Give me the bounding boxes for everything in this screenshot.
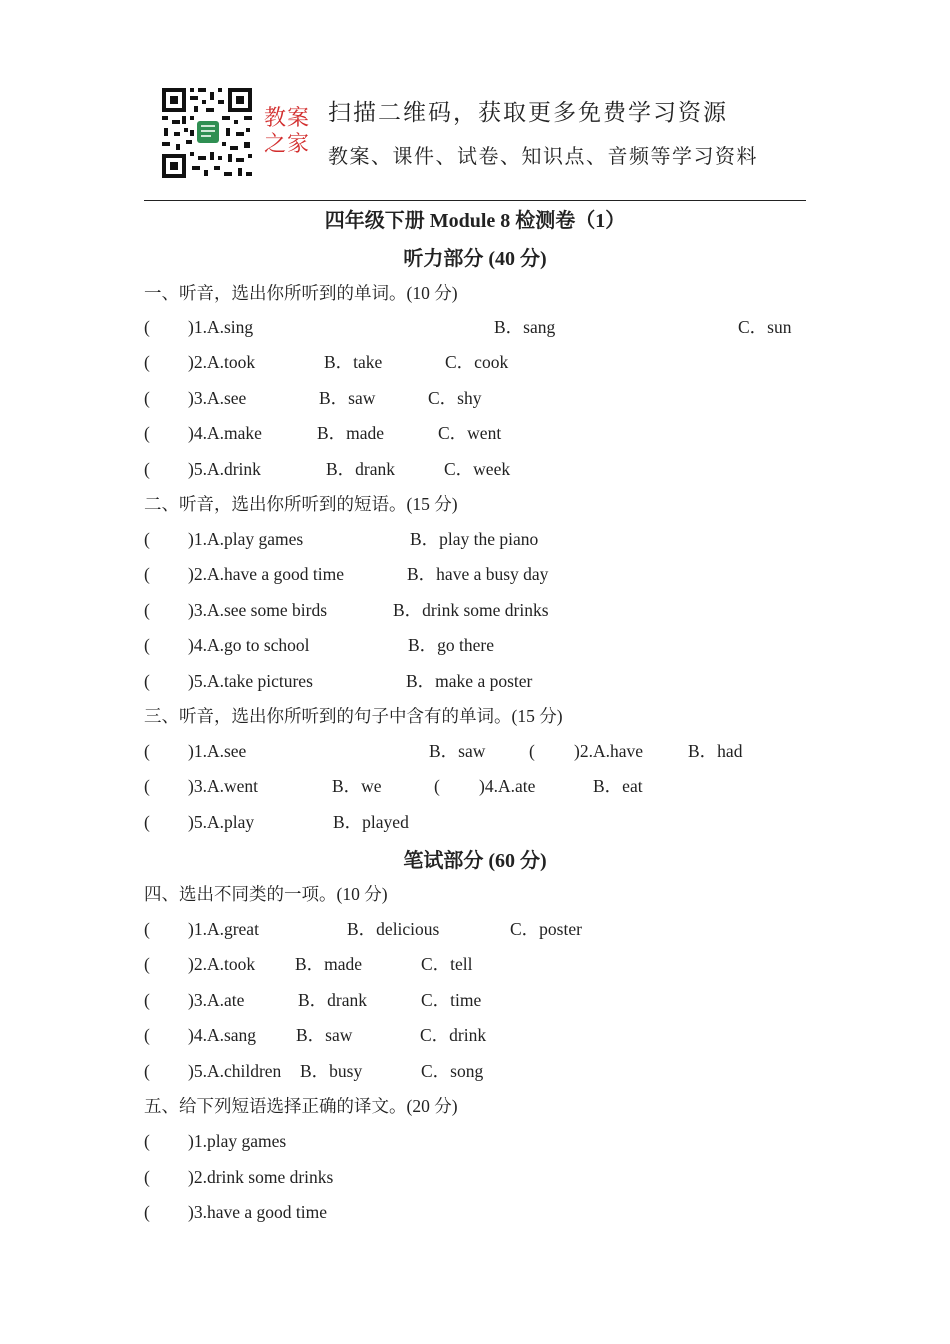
question-row (0, 456, 950, 482)
answer-bracket: ( (144, 812, 150, 832)
answer-bracket: ( (144, 600, 150, 620)
section-heading: 三、听音，选出你所听到的句子中含有的单词。(15 分) (144, 706, 563, 726)
question-row (0, 1164, 950, 1190)
option-b: B．made (317, 423, 385, 443)
question-text: )3.A.see (188, 388, 247, 408)
question-text: )4.A.go to school (188, 635, 310, 655)
qr-code-icon (160, 86, 254, 180)
answer-bracket: ( (434, 776, 440, 796)
answer-bracket: ( (144, 1167, 150, 1187)
question-row (0, 561, 950, 587)
question-row (0, 526, 950, 552)
question-text: )1.play games (188, 1131, 287, 1151)
option-c: C．shy (428, 388, 482, 408)
question-text: )4.A.make (188, 423, 262, 443)
question-row (0, 1128, 950, 1154)
question-text: )1.A.great (188, 919, 259, 939)
question-text: )5.A.play (188, 812, 255, 832)
question-row (0, 632, 950, 658)
question-row (0, 1058, 950, 1084)
question-text: )4.A.ate (479, 776, 536, 796)
option-b: B．have a busy day (407, 564, 549, 584)
question-text: )1.A.sing (188, 317, 254, 337)
section-heading: 一、听音，选出你所听到的单词。(10 分) (144, 283, 458, 303)
header-divider (144, 200, 806, 201)
option-c: C．week (444, 459, 511, 479)
option-b: B．drank (298, 990, 368, 1010)
question-text: )3.A.went (188, 776, 258, 796)
question-text: )3.A.see some birds (188, 600, 328, 620)
banner-slogan-1: 扫描二维码，获取更多免费学习资源 (328, 100, 728, 126)
question-text: )2.A.have a good time (188, 564, 344, 584)
page-title: 四年级下册 Module 8 检测卷（1） (324, 210, 626, 232)
writing-part-heading: 笔试部分 (60 分) (403, 850, 547, 872)
answer-bracket: ( (144, 564, 150, 584)
answer-bracket: ( (144, 954, 150, 974)
brand-logo-text: 教案 之家 (264, 106, 311, 157)
question-row (0, 597, 950, 623)
answer-bracket: ( (144, 388, 150, 408)
option-b: B．drank (326, 459, 396, 479)
answer-bracket: ( (144, 919, 150, 939)
option-b: B．eat (593, 776, 643, 796)
answer-bracket: ( (144, 423, 150, 443)
question-row (0, 916, 950, 942)
answer-bracket: ( (144, 1131, 150, 1151)
question-text: )5.A.drink (188, 459, 261, 479)
option-c: C．sun (738, 317, 792, 337)
answer-bracket: ( (144, 671, 150, 691)
question-text: )3.A.ate (188, 990, 245, 1010)
question-text: )5.A.children (188, 1061, 282, 1081)
question-row (0, 987, 950, 1013)
question-row (0, 809, 950, 835)
answer-bracket: ( (144, 776, 150, 796)
question-row (0, 1199, 950, 1225)
answer-bracket: ( (144, 459, 150, 479)
banner-slogan-2: 教案、课件、试卷、知识点、音频等学习资料 (328, 144, 758, 168)
option-c: C．time (421, 990, 482, 1010)
question-text: )3.have a good time (188, 1202, 327, 1222)
section-heading: 二、听音，选出你所听到的短语。(15 分) (144, 494, 458, 514)
question-row (0, 349, 950, 375)
option-b: B．play the piano (410, 529, 539, 549)
question-text: )2.A.took (188, 954, 256, 974)
option-b: B．delicious (347, 919, 440, 939)
question-row (0, 773, 950, 799)
section-heading: 五、给下列短语选择正确的译文。(20 分) (144, 1096, 458, 1116)
option-b: B．played (333, 812, 409, 832)
option-c: C．poster (510, 919, 582, 939)
answer-bracket: ( (529, 741, 535, 761)
option-b: B．make a poster (406, 671, 533, 691)
question-row (0, 738, 950, 764)
section-heading: 四、选出不同类的一项。(10 分) (144, 884, 388, 904)
question-text: )1.A.play games (188, 529, 304, 549)
option-b: B．saw (296, 1025, 353, 1045)
question-text: )5.A.take pictures (188, 671, 313, 691)
answer-bracket: ( (144, 1061, 150, 1081)
question-row (0, 385, 950, 411)
question-text: )1.A.see (188, 741, 247, 761)
option-b: B．had (688, 741, 743, 761)
answer-bracket: ( (144, 635, 150, 655)
option-b: B．take (324, 352, 383, 372)
option-b: B．made (295, 954, 363, 974)
option-b: B．go there (408, 635, 495, 655)
option-b: B．saw (429, 741, 486, 761)
question-text: )4.A.sang (188, 1025, 257, 1045)
question-text: )2.drink some drinks (188, 1167, 334, 1187)
option-c: C．drink (420, 1025, 487, 1045)
question-row (0, 314, 950, 340)
question-row (0, 951, 950, 977)
header-banner (160, 86, 780, 182)
option-b: B．saw (319, 388, 376, 408)
answer-bracket: ( (144, 352, 150, 372)
question-row (0, 1022, 950, 1048)
listening-part-heading: 听力部分 (40 分) (403, 248, 547, 270)
answer-bracket: ( (144, 1202, 150, 1222)
option-c: C．song (421, 1061, 484, 1081)
option-c: C．cook (445, 352, 509, 372)
answer-bracket: ( (144, 1025, 150, 1045)
answer-bracket: ( (144, 741, 150, 761)
option-b: B．sang (494, 317, 556, 337)
answer-bracket: ( (144, 317, 150, 337)
answer-bracket: ( (144, 529, 150, 549)
option-b: B．drink some drinks (393, 600, 549, 620)
option-c: C．went (438, 423, 502, 443)
question-text: )2.A.took (188, 352, 256, 372)
question-row (0, 668, 950, 694)
option-c: C．tell (421, 954, 473, 974)
answer-bracket: ( (144, 990, 150, 1010)
option-b: B．we (332, 776, 382, 796)
option-b: B．busy (300, 1061, 363, 1081)
question-row (0, 420, 950, 446)
question-text: )2.A.have (574, 741, 644, 761)
